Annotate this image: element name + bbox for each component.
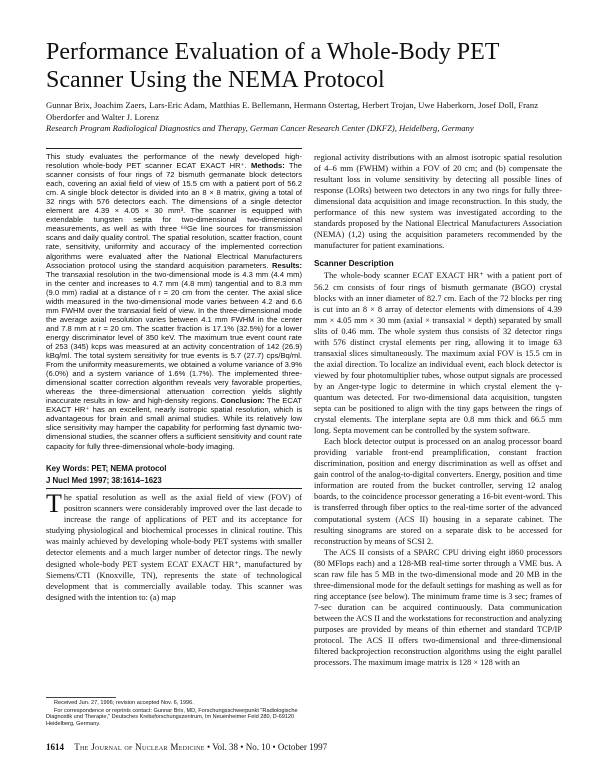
section-heading-scanner-description: Scanner Description <box>314 259 394 269</box>
right-paragraph-1: regional activity distributions with an almost isotropic spatial resolution of 4–6 mm (FWHM) within a FOV of 20 cm; and (b) compensate the resultant loss in volume sensitivity by detecting all possible lines of response (LORs) between two detectors in any two rings for fully three-dimensional data acquisition and image reconstruction. In this study, the performance of this new system was investigated according to the standards proposed by the National Electrical Manufacturers Association (NEMA) (1,2) using the acquisition parameters recommended by the manufacturer for patient examinations. <box>314 153 562 251</box>
intro-text: he spatial resolution as well as the axial field of view (FOV) of positron scanners were considerably improved over the last decade to increase the range of applications of PET and its acceptance for studying physiological and biochemical processes in clinical routine. This was mainly achieved by developing whole-body PET systems with smaller detector elements and a much larger number of detector rings. The newly designed whole-body PET system ECAT EXACT HR⁺, manufactured by Siemens/CTI (Knoxville, TN), represents the state of technological development that is commercially available today. This scanner was designed with the intention to: (a) map <box>46 493 302 602</box>
abstract-methods-label: Methods: <box>251 161 285 171</box>
right-column <box>314 152 562 668</box>
abstract <box>46 152 302 451</box>
running-footer <box>46 742 566 752</box>
footnote-correspondence: For correspondence or reprints contact: Gunnar Brix, MD, Forschungsschwerpunkt "Radiologische Diagnostik und Therapie," Deutsches Krebsforschungszentrum, Im Neuenheimer Feld 280, D-69120 Heidelberg, Germany. <box>46 707 298 727</box>
footnotes <box>46 700 302 728</box>
drop-cap: T <box>46 489 62 518</box>
right-paragraph-4: The ACS II consists of a SPARC CPU driving eight i860 processors (80 MFlops each) and a 128-MB real-time sorter through a VME bus. A scan raw file has 5 MB in the two-dimensional mode and 20 MB in the three-dimensional mode for the default settings for mashing as well as for ring acceptance (see below). The minimum frame time is 3 sec; frames of 7-sec duration can be acquired continuously. Data communication between the ACS II and the workstations for reconstruction and analyzing purposes are provided by means of thin ethernet and standard TCP/IP protocol. The ACS II offers two-dimensional and three-dimensional filtered backprojection reconstruction algorithms using the eight parallel processors. The maximum image matrix is 128 × 128 with an <box>314 547 562 668</box>
abstract-intro: This study evaluates the performance of the newly developed high-resolution whole-body PET scanner ECAT EXACT HR⁺. <box>46 152 302 171</box>
abstract-methods: The scanner consists of four rings of 72 bismuth germanate block detectors each, covering an axial field of view of 15.5 cm with a patient port of 56.2 cm. A single block detector is divided into an 8 × 8 matrix, giving a total of 32 rings with 576 detectors each. The dimensions of a single detector element are 4.39 × 4.05 × 30 mm³. The scanner is equipped with extendable tungsten septa for two-dimensional two-dimensional measurements, as well as with three ⁶⁸Ge line sources for transmission scans and daily quality control. The spatial resolution, scatter fraction, count rate, sensitivity, uniformity and accuracy of the implemented correction algorithms were evaluated after the National Electrical Manufacturers Association protocol using the standard acquisition parameters. <box>46 161 302 270</box>
affiliation: Research Program Radiological Diagnostics and Therapy, German Cancer Research Center (DKFZ), Heidelberg, Germany <box>46 123 474 133</box>
abstract-results: The transaxial resolution in the two-dimensional mode is 4.3 mm (4.4 mm) in the center and increases to 4.7 mm (4.8 mm) tangential and to 8.3 mm (9.0 mm) radial at a distance of r = 20 cm from the center. The axial slice width measured in the two-dimensional mode varies between 4.2 and 6.6 mm FWHM over the transaxial field of view. In the three-dimensional mode the average axial resolution varies between 4.1 mm FWHM in the center and 7.8 mm at r = 20 cm. The scatter fraction is 17.1% (32.5%) for a lower energy discriminator level of 350 keV. The maximum true event count rate of 253 (345) kcps was measured at an activity concentration of 142 (26.9) kBq/ml. The total system sensitivity for true events is 5.7 (27.7) cps/Bq/ml. From the uniformity measurements, we obtained a volume variance of 3.9% (6.0%) and a system variance of 1.6% (1.7%). The implemented three-dimensional scatter correction algorithm reveals very favorable properties, whereas the three-dimensional attenuation correction yields slightly inaccurate results in low- and high-density regions. <box>46 269 302 406</box>
right-paragraph-3: Each block detector output is processed on an analog processor board providing variable front-end preamplification, constant fraction discrimination, position and energy discrimination as well as offset and gain control of the analog-to-digital converters. Energy, position and time information are routed from the bucket controller, serving 12 analog boards, to the coincidence processor generating a 16-bit event-word. This is transferred through fiber optics to the real-time sorter of the advanced computational system (ACS II) housing in a separate cabinet. The resulting sinograms are stored on a separate disk to be accessed for reconstruction by means of SCSI 2. <box>314 437 562 546</box>
page-number: 1614 <box>46 742 64 752</box>
abstract-conclusion: The ECAT EXACT HR⁺ has an excellent, nearly isotropic spatial resolution, which is advantageous for brain and small animal studies. While its relatively low slice sensitivity may hamper the capability for performing fast dynamic two-dimensional studies, the scanner offers a sufficient sensitivity and count rate capacity for fully three-dimensional whole-body imaging. <box>46 396 302 451</box>
footnote-rule <box>46 697 116 698</box>
author-list: Gunnar Brix, Joachim Zaers, Lars-Eric Adam, Matthias E. Bellemann, Hermann Ostertag, Herbert Trojan, Uwe Haberkorn, Josef Doll, Franz Oberdorfer and Walter J. Lorenz <box>46 100 539 122</box>
keywords: Key Words: PET; NEMA protocol <box>46 464 167 473</box>
journal-citation: J Nucl Med 1997; 38:1614–1623 <box>46 476 162 485</box>
issue-info: • Vol. 38 • No. 10 • October 1997 <box>206 742 328 752</box>
abstract-conclusion-label: Conclusion: <box>220 396 265 406</box>
abstract-results-label: Results: <box>272 260 302 270</box>
footnote-received: Received Jun. 27, 1996; revision accepted Nov. 6, 1996. <box>54 700 194 706</box>
article-title: Performance Evaluation of a Whole-Body PET Scanner Using the NEMA Protocol <box>46 39 499 93</box>
right-paragraph-2: The whole-body scanner ECAT EXACT HR⁺ with a patient port of 56.2 cm consists of four rings of bismuth germanate (BGO) crystal blocks with an inner diameter of 82.7 cm. Each of the 72 blocks per ring is cut into an 8 × 8 array of detector elements with dimensions of 4.39 mm × 4.05 mm × 30 mm (axial × transaxial × depth) separated by small slits of 0.46 mm. The whole system thus consists of 32 detector rings with 576 distinct crystal elements per ring, allowing it to image 63 transaxial slices simultaneously. The maximum axial FOV is 15.5 cm in the axial direction. To localize an individual event, each block detector is viewed by four photomultiplier tubes, whose output signals are processed by an Anger-type logic to determine in which crystal element the γ-quantum was detected. For two-dimensional data acquisition, tungsten septa can be positioned to align with the tiny gaps between the rings of crystal elements. The interplane septa are 0.8 mm thick and 66.5 mm long. Septa movement can be controlled by the system software. <box>314 271 562 436</box>
abstract-top-rule <box>46 148 302 149</box>
journal-name: The Journal of Nuclear Medicine <box>74 742 205 752</box>
abstract-bottom-rule <box>46 488 302 489</box>
intro-paragraph <box>46 489 302 603</box>
